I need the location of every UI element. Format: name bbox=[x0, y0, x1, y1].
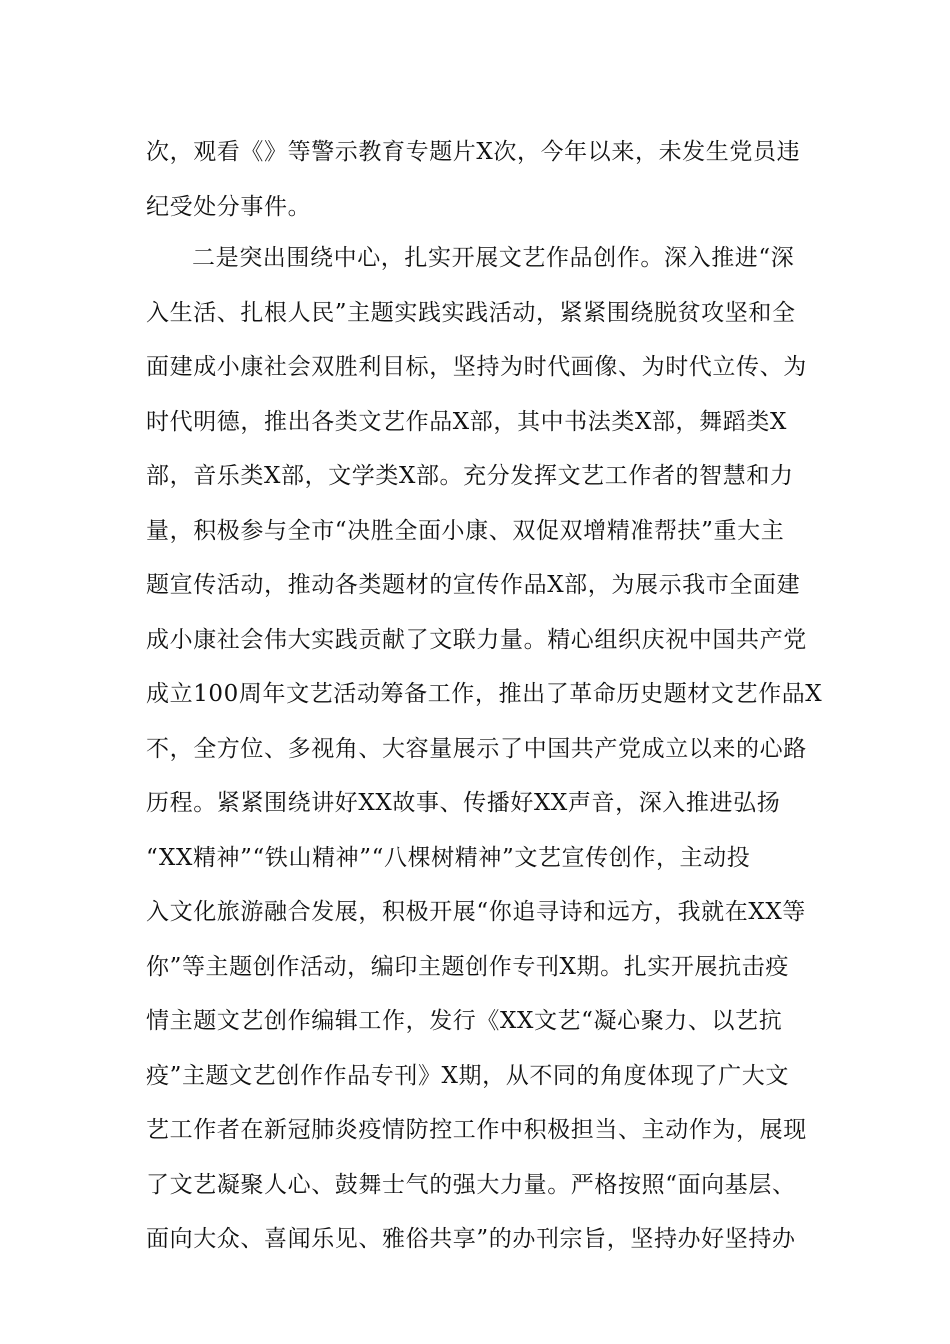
paragraph-line: 时代明德，推出各类文艺作品X部，其中书法类X部，舞蹈类X bbox=[146, 408, 787, 435]
paragraph-line: 部，音乐类X部，文学类X部。充分发挥文艺工作者的智慧和力 bbox=[146, 463, 794, 489]
paragraph-line: 量，积极参与全市“决胜全面小康、双促双增精准帮扶”重大主 bbox=[146, 517, 785, 544]
paragraph-line: 成小康社会伟大实践贡献了文联力量。精心组织庆祝中国共产党 bbox=[146, 626, 807, 653]
paragraph-line: 了文艺凝聚人心、鼓舞士气的强大力量。严格按照“面向基层、 bbox=[146, 1171, 796, 1198]
paragraph-line: 二是突出围绕中心，扎实开展文艺作品创作。深入推进“深 bbox=[192, 245, 795, 271]
paragraph-line: 题宣传活动，推动各类题材的宣传作品X部，为展示我市全面建 bbox=[146, 572, 801, 598]
paragraph-line: 次，观看《》等警示教育专题片X次，今年以来，未发生党员违 bbox=[146, 139, 801, 165]
paragraph-line: 面向大众、喜闻乐见、雅俗共享”的办刊宗旨，坚持办好坚持办 bbox=[146, 1226, 796, 1252]
paragraph-line: 入文化旅游融合发展，积极开展“你追寻诗和远方，我就在XX等 bbox=[146, 899, 806, 925]
paragraph-line: 成立100周年文艺活动筹备工作，推出了革命历史题材文艺作品X bbox=[146, 681, 823, 707]
paragraph-1 bbox=[146, 130, 816, 239]
paragraph-line: 入生活、扎根人民”主题实践实践活动，紧紧围绕脱贫攻坚和全 bbox=[146, 299, 796, 326]
paragraph-line: 疫”主题文艺创作作品专刊》X期，从不同的角度体现了广大文 bbox=[146, 1062, 789, 1089]
paragraph-line: “XX精神”“铁山精神”“八棵树精神”文艺宣传创作，主动投 bbox=[146, 844, 751, 871]
paragraph-line: 艺工作者在新冠肺炎疫情防控工作中积极担当、主动作为，展现 bbox=[146, 1117, 807, 1143]
paragraph-line: 不，全方位、多视角、大容量展示了中国共产党成立以来的心路 bbox=[146, 735, 807, 762]
paragraph-2 bbox=[146, 236, 823, 1272]
paragraph-line: 你”等主题创作活动，编印主题创作专刊X期。扎实开展抗击疫 bbox=[146, 953, 789, 980]
paragraph-line: 面建成小康社会双胜利目标，坚持为时代画像、为时代立传、为 bbox=[146, 354, 807, 380]
paragraph-line: 历程。紧紧围绕讲好XX故事、传播好XX声音，深入推进弘扬 bbox=[146, 790, 781, 816]
paragraph-line: 情主题文艺创作编辑工作，发行《XX文艺“凝心聚力、以艺抗 bbox=[146, 1008, 783, 1034]
paragraph-line: 纪受处分事件。 bbox=[146, 193, 312, 220]
